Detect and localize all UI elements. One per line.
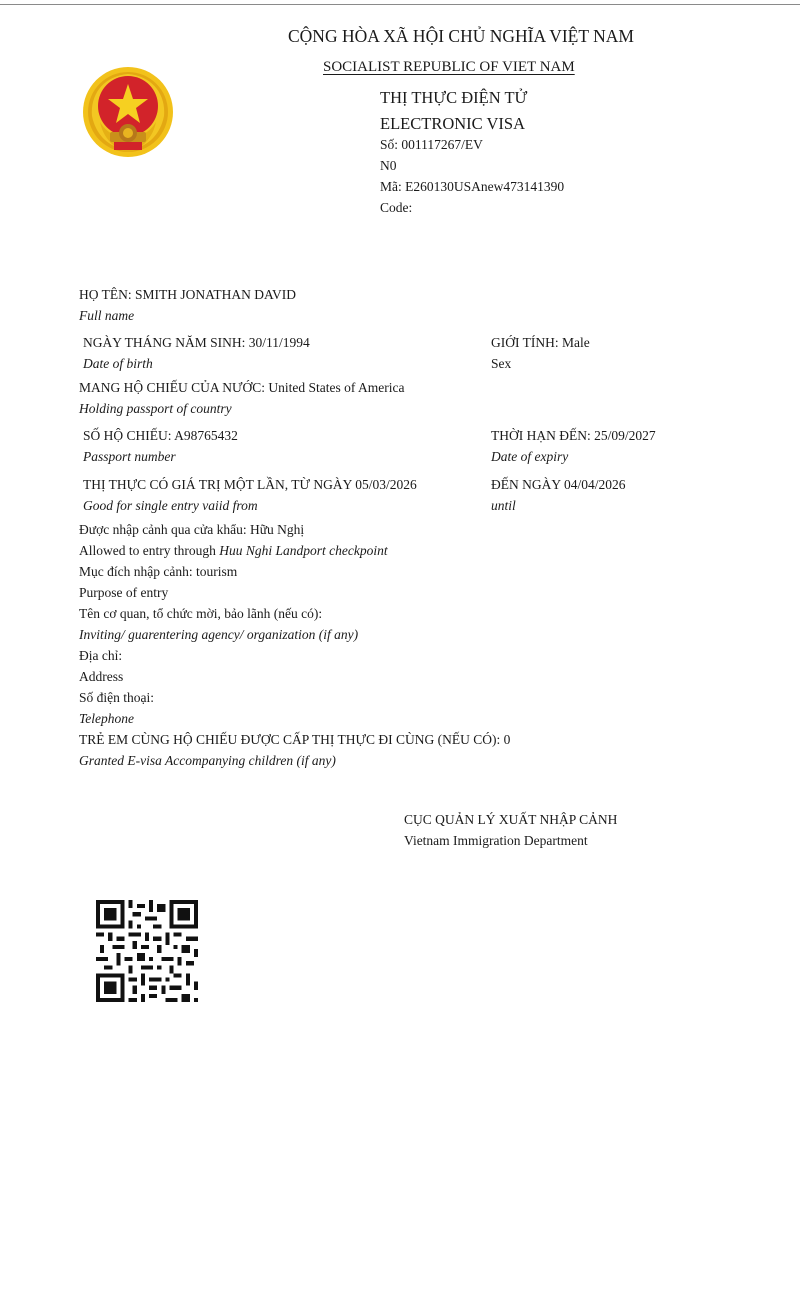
- children-field: TRẺ EM CÙNG HỘ CHIẾU ĐƯỢC CẤP THỊ THỰC ĐI CÙNG (NẾU CÓ): 0: [79, 732, 511, 747]
- validity-until-field: ĐẾN NGÀY 04/04/2026: [491, 477, 626, 492]
- checkpoint-value-en: Huu Nghi Landport checkpoint: [219, 543, 388, 558]
- checkpoint-label-en: [79, 543, 388, 559]
- nationality-field: MANG HỘ CHIẾU CỦA NƯỚC: United States of America: [79, 380, 405, 395]
- passport-number-field: SỐ HỘ CHIẾU: A98765432: [83, 428, 238, 443]
- national-emblem-icon: [80, 66, 176, 162]
- sex-label-en: Sex: [491, 356, 512, 371]
- agency-label-en: Inviting/ guarentering agency/ organization (if any): [79, 627, 359, 642]
- doc-title-vi: THỊ THỰC ĐIỆN TỬ: [380, 88, 528, 107]
- nation-name-vi: CỘNG HÒA XÃ HỘI CHỦ NGHĨA VIỆT NAM: [288, 26, 634, 46]
- address-field: Địa chỉ:: [79, 648, 123, 663]
- sex-field: GIỚI TÍNH: Male: [491, 335, 590, 350]
- issuer-department-vi: CỤC QUẢN LÝ XUẤT NHẬP CẢNH: [404, 812, 618, 827]
- issuer-department-en: Vietnam Immigration Department: [404, 833, 588, 848]
- checkpoint-prefix-en: Allowed to entry through: [79, 543, 220, 558]
- nation-name-en: SOCIALIST REPUBLIC OF VIET NAM: [323, 59, 575, 75]
- top-border: [0, 4, 800, 5]
- dob-field: NGÀY THÁNG NĂM SINH: 30/11/1994: [83, 335, 310, 350]
- checkpoint-field: Được nhập cảnh qua cửa khẩu: Hữu Nghị: [79, 522, 305, 537]
- visa-number-label-en: N0: [380, 158, 397, 173]
- validity-from-field: THỊ THỰC CÓ GIÁ TRỊ MỘT LẦN, TỪ NGÀY 05/03/2026: [83, 477, 417, 492]
- dob-label-en: Date of birth: [83, 356, 153, 371]
- visa-number: Số: 001117267/EV: [380, 137, 483, 152]
- agency-field: Tên cơ quan, tổ chức mời, bảo lãnh (nếu có):: [79, 606, 323, 621]
- qr-code-icon: [96, 900, 198, 1002]
- phone-field: Số điện thoại:: [79, 690, 154, 705]
- children-label-en: Granted E-visa Accompanying children (if any): [79, 753, 336, 768]
- validity-until-label-en: until: [491, 498, 516, 513]
- purpose-label-en: Purpose of entry: [79, 585, 169, 600]
- full-name-field: HỌ TÊN: SMITH JONATHAN DAVID: [79, 287, 297, 302]
- doc-title-en: ELECTRONIC VISA: [380, 114, 525, 133]
- visa-code: Mã: E260130USAnew473141390: [380, 179, 565, 194]
- nationality-label-en: Holding passport of country: [79, 401, 232, 416]
- validity-from-label-en: Good for single entry vaiid from: [83, 498, 258, 513]
- address-label-en: Address: [79, 669, 124, 684]
- passport-number-label-en: Passport number: [83, 449, 176, 464]
- expiry-label-en: Date of expiry: [491, 449, 569, 464]
- phone-label-en: Telephone: [79, 711, 134, 726]
- purpose-field: Mục đích nhập cảnh: tourism: [79, 564, 238, 579]
- visa-code-label-en: Code:: [380, 200, 413, 215]
- full-name-label-en: Full name: [79, 308, 135, 323]
- expiry-field: THỜI HẠN ĐẾN: 25/09/2027: [491, 428, 656, 443]
